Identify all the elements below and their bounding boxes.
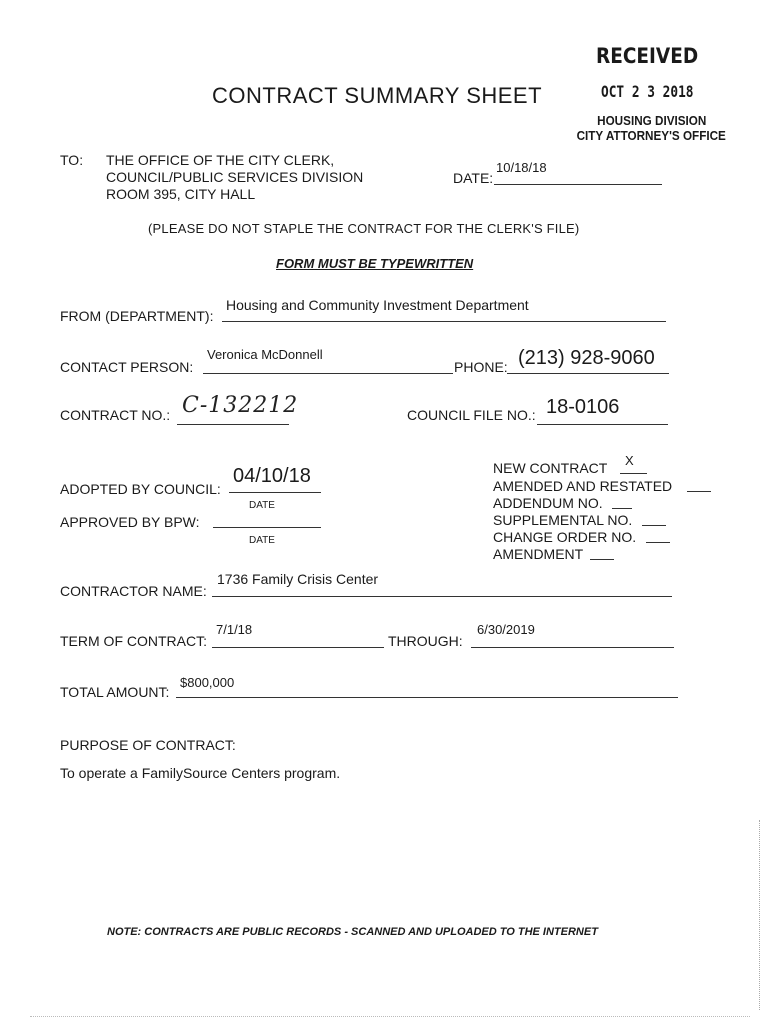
contractor-label: CONTRACTOR NAME: <box>60 583 207 599</box>
new-contract-line <box>620 473 647 474</box>
approved-label: APPROVED BY BPW: <box>60 514 200 530</box>
contract-no-label: CONTRACT NO.: <box>60 407 171 423</box>
scan-edge-bottom <box>30 1016 750 1017</box>
total-value: $800,000 <box>180 675 235 690</box>
addendum-line <box>612 508 632 509</box>
contact-value: Veronica McDonnell <box>207 347 323 362</box>
purpose-value: To operate a FamilySource Centers program. <box>60 765 341 781</box>
change-order-label: CHANGE ORDER NO. <box>493 529 637 545</box>
adopted-line <box>229 492 321 493</box>
council-file-line <box>537 424 668 425</box>
to-line-1: THE OFFICE OF THE CITY CLERK, <box>106 152 335 168</box>
new-contract-label: NEW CONTRACT <box>493 460 608 476</box>
supplemental-label: SUPPLEMENTAL NO. <box>493 512 633 528</box>
phone-line <box>507 373 669 374</box>
contract-no-line <box>177 424 289 425</box>
staple-notice: (PLEASE DO NOT STAPLE THE CONTRACT FOR THE CLERK'S FILE) <box>148 221 580 236</box>
from-value: Housing and Community Investment Department <box>226 297 529 313</box>
term-start: 7/1/18 <box>216 622 253 637</box>
phone-value: (213) 928-9060 <box>518 347 655 369</box>
purpose-label: PURPOSE OF CONTRACT: <box>60 737 236 753</box>
stamp-division: HOUSING DIVISION <box>596 113 706 128</box>
change-order-line <box>646 542 670 543</box>
phone-label: PHONE: <box>454 359 508 375</box>
to-label: TO: <box>60 152 84 168</box>
typewritten-notice: FORM MUST BE TYPEWRITTEN <box>276 256 474 271</box>
adopted-label: ADOPTED BY COUNCIL: <box>60 481 221 497</box>
date-line <box>494 184 662 185</box>
amendment-line <box>590 559 614 560</box>
addendum-label: ADDENDUM NO. <box>493 495 603 511</box>
contractor-value: 1736 Family Crisis Center <box>217 571 379 587</box>
amended-line <box>687 491 711 492</box>
term-label: TERM OF CONTRACT: <box>60 633 207 649</box>
approved-line <box>213 527 321 528</box>
amendment-label: AMENDMENT <box>493 546 584 562</box>
council-file-value: 18-0106 <box>546 396 620 418</box>
to-line-3: ROOM 395, CITY HALL <box>106 186 256 202</box>
contractor-line <box>212 596 672 597</box>
term-end: 6/30/2019 <box>477 622 535 637</box>
footer-note: NOTE: CONTRACTS ARE PUBLIC RECORDS - SCANNED AND UPLOADED TO THE INTERNET <box>107 926 598 938</box>
term-start-line <box>212 647 384 648</box>
adopted-date-caption: DATE <box>249 500 275 511</box>
term-end-line <box>471 647 674 648</box>
supplemental-line <box>642 525 666 526</box>
amended-label: AMENDED AND RESTATED <box>493 478 673 494</box>
to-line-2: COUNCIL/PUBLIC SERVICES DIVISION <box>106 169 364 185</box>
page-title: CONTRACT SUMMARY SHEET <box>212 83 543 108</box>
adopted-value: 04/10/18 <box>233 465 311 487</box>
from-line <box>222 321 666 322</box>
date-value: 10/18/18 <box>496 160 547 175</box>
council-file-label: COUNCIL FILE NO.: <box>407 407 536 423</box>
stamp-office: CITY ATTORNEY'S OFFICE <box>576 128 726 143</box>
approved-date-caption: DATE <box>249 535 275 546</box>
date-label: DATE: <box>453 170 494 186</box>
received-stamp-date: OCT 2 3 2018 <box>601 82 694 101</box>
scan-edge-right <box>759 820 760 1010</box>
new-contract-mark: X <box>625 453 634 468</box>
total-label: TOTAL AMOUNT: <box>60 684 170 700</box>
total-line <box>176 697 678 698</box>
received-stamp: RECEIVED <box>596 44 699 68</box>
contract-no-value: C-132212 <box>182 393 299 418</box>
through-label: THROUGH: <box>388 633 463 649</box>
contact-label: CONTACT PERSON: <box>60 359 194 375</box>
contact-line <box>203 373 453 374</box>
from-label: FROM (DEPARTMENT): <box>60 308 214 324</box>
